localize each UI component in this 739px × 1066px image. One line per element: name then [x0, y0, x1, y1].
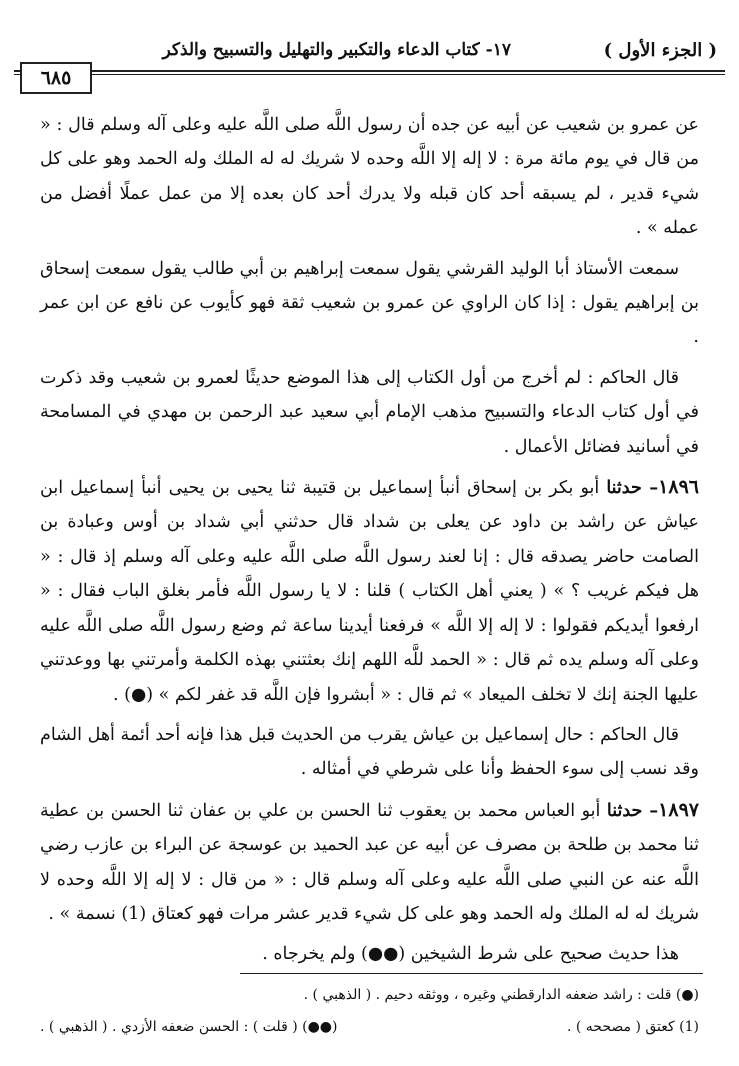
volume-label: ( الجزء الأول ) — [603, 40, 717, 61]
closing-remark: هذا حديث صحيح على شرط الشيخين (●●) ولم يخرجاه . — [262, 944, 679, 965]
footnote-star: (●) قلت : راشد ضعفه الدارقطني وغيره ، ووثقه دحيم . ( الذهبي ) . — [303, 987, 699, 1003]
hadith-number: ١٨٩٦ — [658, 476, 699, 499]
footnote-double-star: (●●) ( قلت ) : الحسن ضعفه الأزدي . ( الذهبي ) . — [40, 1019, 338, 1035]
page-number: ٦٨٥ — [20, 62, 92, 94]
page-body — [40, 108, 699, 978]
header-rule — [14, 70, 725, 72]
footnote-row — [40, 1016, 699, 1038]
paragraph: سمعت الأستاذ أبا الوليد القرشي يقول سمعت إبراهيم بن أبي طالب يقول سمعت إسحاق بن إبراهيم يقول : إذا كان الراوي عن عمرو بن شعيب ثقة فهو كأيوب عن نافع عن ابن عمر . — [40, 258, 699, 348]
hadith-1897 — [40, 793, 699, 932]
paragraph: قال الحاكم : لم أخرج من أول الكتاب إلى هذا الموضع حديثًا لعمرو بن شعيب وقد ذكرت في أول كتاب الدعاء والتسبيح مذهب الإمام أبي سعيد عبد الرحمن بن مهدي في المسامحة في أسانيد فضائل الأعمال . — [40, 367, 699, 457]
hadith-lead: – حدثنا — [606, 800, 659, 821]
paragraph: عن عمرو بن شعيب عن أبيه عن جده أن رسول اللَّه صلى اللَّه عليه وعلى آله وسلم قال : « من قال في يوم مائة مرة : لا إله إلا اللَّه وحده لا شريك له له الملك وله الحمد وهو على كل شيء قدير ، لم يسبقه أحد كان قبله ولا يدرك أحد كان بعده إلا من عمل عملًا أفضل من عمله » . — [40, 115, 699, 239]
hadith-text: أبو العباس محمد بن يعقوب ثنا الحسن بن علي بن عفان ثنا الحسن بن عطية ثنا محمد بن طلحة بن مصرف عن أبيه عن عبد الحميد بن عوسجة عن البراء بن عازب رضي اللَّه عنه عن النبي صلى اللَّه عليه وعلى آله وسلم قال : « من قال : لا إله إلا اللَّه وحده لا شريك له له الملك وله الحمد وهو على كل شيء قدير عشر مرات فهو كعتاق (1) نسمة » . — [40, 800, 699, 924]
footnote-one: (1) كعتق ( مصححه ) . — [566, 1019, 699, 1035]
running-header — [14, 40, 725, 92]
footnote-separator — [240, 973, 703, 974]
hadith-text: أبو بكر بن إسحاق أنبأ إسماعيل بن قتيبة ثنا يحيى بن يحيى أنبأ إسماعيل ابن عياش عن راشد بن داود عن يعلى بن شداد قال حدثني أبي شداد بن أوس وعبادة بن الصامت حاضر يصدقه قال : إنا لعند رسول اللَّه صلى اللَّه عليه وعلى آله وسلم إذ قال : « هل فيكم غريب ؟ » ( يعني أهل الكتاب ) قلنا : لا يا رسول اللَّه فأمر بغلق الباب فقال : « ارفعوا أيديكم فقولوا : لا إله إلا اللَّه » فرفعنا أيدينا ساعة ثم وضع رسول اللَّه صلى اللَّه عليه وعلى آله وسلم يده ثم قال : « الحمد للَّه اللهم إنك بعثتني بهذه الكلمة وأمرتني بها ووعدتني عليها الجنة إنك لا تخلف الميعاد » ثم قال : « أبشروا فإن اللَّه قد غفر لكم » (●) . — [40, 478, 699, 705]
header-rule-thin — [14, 74, 725, 75]
chapter-title: ١٧- كتاب الدعاء والتكبير والتهليل والتسبيح والذكر — [162, 40, 511, 60]
hadith-lead: – حدثنا — [606, 478, 659, 499]
paragraph: قال الحاكم : حال إسماعيل بن عياش يقرب من الحديث قبل هذا فإنه أحد أئمة أهل الشام وقد نسب إلى سوء الحفظ وأنا على شرطي في أمثاله . — [40, 724, 699, 780]
hadith-number: ١٨٩٧ — [658, 798, 699, 821]
hadith-1896 — [40, 470, 699, 712]
